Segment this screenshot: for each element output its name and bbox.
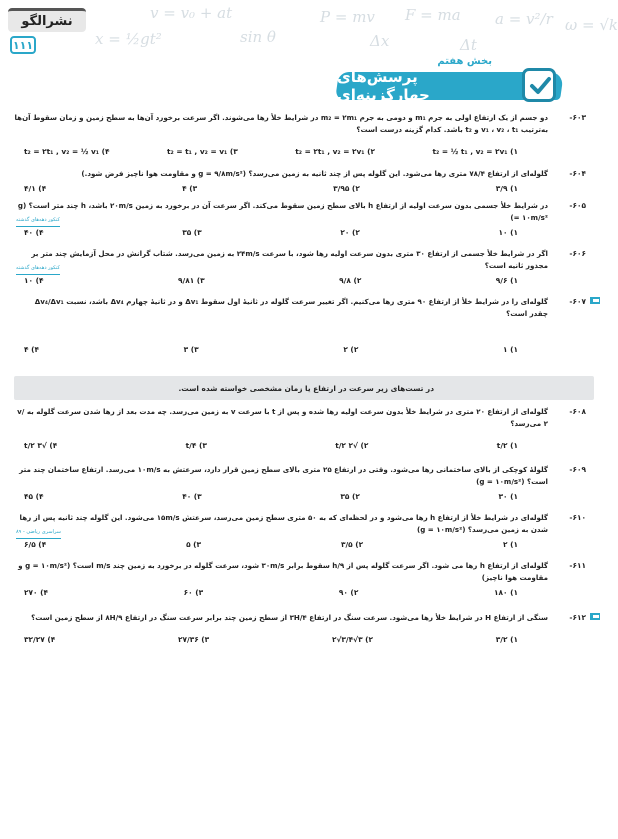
options-row bbox=[14, 539, 548, 551]
question-number: -۶۰۹ bbox=[569, 465, 586, 474]
source-tag: سراسری ریاضی - ۸۹ bbox=[16, 526, 61, 539]
question-607 bbox=[14, 296, 594, 368]
question-610 bbox=[14, 512, 594, 560]
bg-formula: P = mv bbox=[320, 8, 375, 26]
section-header bbox=[322, 52, 562, 107]
page-number: ۱۱۱ bbox=[10, 36, 36, 54]
question-text: گلوله‌ای از ارتفاع ۲۰ متری در شرایط خلأ بدون سرعت اولیه رها شده و پس از t با سرعت v به زمین می‌رسد. چه مدت بعد از رها شدن سرعت گلوله به v/۲ می‌رسد؟ bbox=[17, 407, 548, 428]
bg-formula: sin θ bbox=[240, 28, 276, 46]
section-label: بخش هفتم bbox=[437, 56, 492, 67]
options-row bbox=[14, 440, 548, 452]
option-4[interactable]: ۴) ۱۰ bbox=[24, 276, 44, 285]
checkmark-icon bbox=[522, 68, 556, 102]
option-2[interactable]: ۲) ۹/۸ bbox=[339, 276, 362, 285]
option-2[interactable]: ۲) ۳√۳/۴√۲ bbox=[331, 635, 374, 644]
option-4[interactable]: ۴) ۴۰ bbox=[24, 228, 44, 237]
option-3[interactable]: ۳) ۴۰ bbox=[182, 492, 202, 501]
source-tag: کنکور دهه‌های گذشته bbox=[16, 214, 60, 227]
option-4[interactable]: ۴) ۲۷۰ bbox=[24, 588, 49, 597]
bg-formula: a = v²/r bbox=[495, 10, 553, 28]
option-4[interactable]: ۴) ۴۵ bbox=[24, 492, 44, 501]
option-3[interactable]: ۳) ۴ bbox=[182, 184, 198, 193]
question-605 bbox=[14, 200, 594, 248]
option-3[interactable]: ۳) ۳۵ bbox=[182, 228, 202, 237]
question-text: گلوله‌ای را در شرایط خلأ از ارتفاع ۹۰ متری رها می‌کنیم. اگر تغییر سرعت گلوله در ثانیهٔ اول سقوط Δv₁ و در ثانیهٔ چهارم Δv₄ باشد، نسبت Δv₄/Δv₁ چقدر است؟ bbox=[34, 297, 548, 318]
option-4[interactable]: ۴) √۳ t/۲ bbox=[24, 441, 58, 450]
question-number: -۶۱۲ bbox=[569, 613, 586, 622]
option-2[interactable]: ۲) √۲ t/۲ bbox=[335, 441, 369, 450]
options-row bbox=[14, 587, 548, 599]
options-row bbox=[14, 146, 548, 158]
question-text: گلوله‌ای در شرایط خلأ از ارتفاع h رها می‌شود و در لحظه‌ای که به ۵۰ متری سطح زمین می‌رسد، سرعتش ۱۵m/s می‌شود. این گلوله چند ثانیه پس از رها شدن به زمین می‌رسد؟ (g = ۱۰m/s²) bbox=[19, 513, 548, 534]
option-1[interactable]: ۱) t/۲ bbox=[496, 441, 518, 450]
question-number: -۶۰۶ bbox=[569, 249, 586, 258]
option-4[interactable]: ۴) ۶/۵ bbox=[24, 540, 47, 549]
option-4[interactable]: ۴) ۴ bbox=[24, 345, 39, 354]
bg-formula: Δt bbox=[460, 36, 477, 54]
question-608 bbox=[14, 406, 594, 464]
option-2[interactable]: ۲) t₂ = ۲t₁ , v₂ = ۲v₁ bbox=[295, 147, 376, 156]
question-number: -۶۰۳ bbox=[569, 113, 586, 122]
question-number: -۶۰۸ bbox=[569, 407, 586, 416]
question-number: -۶۰۵ bbox=[569, 201, 586, 210]
option-2[interactable]: ۲) ۳/۵ bbox=[340, 540, 364, 549]
option-4[interactable]: ۴) t₂ = ۲t₁ , v₂ = ½ v₁ bbox=[24, 147, 110, 156]
options-row bbox=[14, 344, 548, 356]
question-text: دو جسم از یک ارتفاع اولی به جرم m₁ و دومی به جرم m₂ = ۲m₁ در شرایط خلأ رها می‌شوند. اگر سرعت برخورد آن‌ها به سطح زمین و زمان سقوط آن‌ها به‌ترتیب v₁ ، v₂ ، t₁ و t₂ باشد. کدام گزینه درست است؟ bbox=[14, 113, 548, 134]
option-3[interactable]: ۳) ۶۰ bbox=[183, 588, 204, 597]
question-611 bbox=[14, 560, 594, 612]
options-row bbox=[14, 227, 548, 239]
option-3[interactable]: ۳) ۵ bbox=[186, 540, 202, 549]
question-text: سنگی از ارتفاع H در شرایط خلأ رها می‌شود. سرعت سنگ در ارتفاع ۳H/۴ از سطح زمین چند برابر سرعت سنگ در ارتفاع ۸H/۹ از سطح زمین است؟ bbox=[31, 613, 548, 622]
option-3[interactable]: ۳) ۲۷/۳۶ bbox=[177, 635, 210, 644]
question-text: اگر در شرایط خلأ جسمی از ارتفاع ۳۰ متری بدون سرعت اولیه رها شود، با سرعت ۲۴m/s به زمین می‌رسد. شتاب گرانش در محل آزمایش چند متر بر مجذور ثانیه است؟ bbox=[31, 249, 548, 270]
bg-formula: v = v₀ + at bbox=[150, 4, 233, 22]
question-text: گلوله‌ای از ارتفاع ۷۸/۴ متری رها می‌شود. این گلوله پس از چند ثانیه به زمین می‌رسد؟ (g = ۹/۸m/s² و مقاومت هوا ناچیز فرض شود.) bbox=[81, 169, 548, 178]
bg-formula: F = ma bbox=[405, 6, 461, 24]
option-1[interactable]: ۱) t₂ = ½ t₁ , v₂ = ۲v₁ bbox=[432, 147, 518, 156]
question-603 bbox=[14, 112, 594, 168]
option-1[interactable]: ۱) ۱۸۰ bbox=[493, 588, 518, 597]
question-text: گلوله‌ای از ارتفاع h رها می‌ شود. اگر سرعت گلوله پس از h/۹ سقوط برابر ۳۰m/s شود، سرعت گلوله در برخورد به زمین چند m/s است؟ (g = ۱۰m/s² و مقاومت هوا ناچیز) bbox=[18, 561, 548, 582]
bg-formula: x = ½gt² bbox=[95, 30, 162, 48]
header-band bbox=[0, 0, 618, 60]
option-2[interactable]: ۲) ۳/۹۵ bbox=[333, 184, 360, 193]
options-row bbox=[14, 634, 548, 646]
publisher-logo: نشرالگو bbox=[8, 8, 86, 32]
question-number: -۶۱۱ bbox=[569, 561, 586, 570]
option-2[interactable]: ۲) ۹۰ bbox=[338, 588, 359, 597]
question-list bbox=[14, 112, 594, 668]
question-number: -۶۰۴ bbox=[569, 169, 586, 178]
option-1[interactable]: ۱) ۲ bbox=[503, 540, 518, 549]
bg-formula: Δx bbox=[370, 32, 390, 50]
option-1[interactable]: ۱) ۱ bbox=[503, 345, 518, 354]
flag-icon bbox=[590, 613, 600, 620]
question-number: -۶۰۷ bbox=[569, 297, 586, 306]
question-612 bbox=[14, 612, 594, 668]
flag-icon bbox=[590, 297, 600, 304]
options-row bbox=[14, 275, 548, 287]
option-2[interactable]: ۲) ۲ bbox=[343, 345, 359, 354]
option-3[interactable]: ۳) t₂ = t₁ , v₂ = v₁ bbox=[166, 147, 238, 156]
option-1[interactable]: ۱) ۱۰ bbox=[498, 228, 518, 237]
option-3[interactable]: ۳) ۳ bbox=[183, 345, 199, 354]
source-tag: کنکور دهه‌های گذشته bbox=[16, 262, 60, 275]
option-2[interactable]: ۲) ۲۰ bbox=[340, 228, 360, 237]
question-604 bbox=[14, 168, 594, 200]
question-609 bbox=[14, 464, 594, 512]
option-1[interactable]: ۱) ۹/۶ bbox=[495, 276, 518, 285]
option-1[interactable]: ۱) ۳/۹ bbox=[495, 184, 518, 193]
section-title: پرسش‌های چهارگزینه‌ای bbox=[337, 68, 430, 104]
option-2[interactable]: ۲) ۳۵ bbox=[340, 492, 360, 501]
option-3[interactable]: ۳) t/۴ bbox=[185, 441, 207, 450]
question-text: در شرایط خلأ جسمی بدون سرعت اولیه از ارتفاع h بالای سطح زمین سقوط می‌کند. اگر سرعت آن در برخورد به زمین ۲۰m/s باشد، h چند متر است؟ (g = ۱۰m/s²) bbox=[17, 201, 548, 222]
option-4[interactable]: ۴) ۴/۱ bbox=[24, 184, 47, 193]
sub-section-bar: در تست‌های زیر سرعت در ارتفاع یا زمان مشخصی خواسته شده است. bbox=[14, 376, 594, 400]
options-row bbox=[14, 491, 548, 503]
option-3[interactable]: ۳) ۹/۸۱ bbox=[177, 276, 205, 285]
option-1[interactable]: ۱) ۳/۲ bbox=[495, 635, 518, 644]
bg-formula: ω = √k bbox=[565, 16, 618, 34]
question-number: -۶۱۰ bbox=[569, 513, 586, 522]
question-606 bbox=[14, 248, 594, 296]
question-text: گلولهٔ کوچکی از بالای ساختمانی رها می‌شود. وقتی در ارتفاع ۲۵ متری بالای سطح زمین قرار دارد، سرعتش به ۱۰m/s می‌رسد. ارتفاع ساختمان چند متر است؟ (g = ۱۰m/s²) bbox=[19, 465, 548, 486]
option-1[interactable]: ۱) ۳۰ bbox=[498, 492, 518, 501]
options-row bbox=[14, 183, 548, 195]
option-4[interactable]: ۴) ۳۲/۲۷ bbox=[24, 635, 56, 644]
